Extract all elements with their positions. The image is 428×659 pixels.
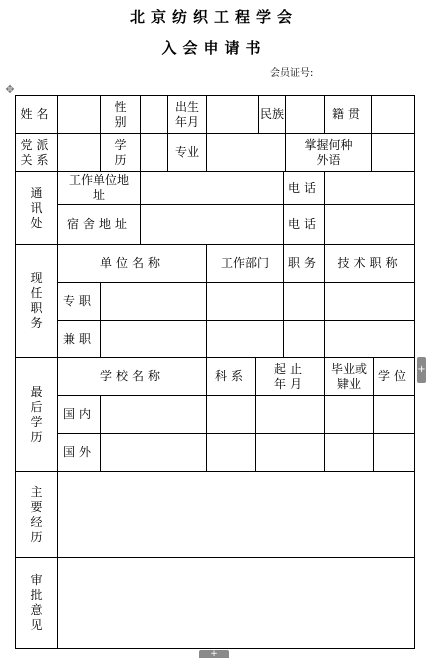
label-native-place: 籍贯 bbox=[331, 107, 364, 121]
input-phone-dorm[interactable] bbox=[325, 205, 414, 244]
input-name[interactable] bbox=[58, 96, 100, 133]
label-phone-dorm: 电话 bbox=[287, 217, 320, 231]
table-move-handle-icon[interactable]: ✥ bbox=[5, 83, 15, 96]
grid-line bbox=[414, 95, 415, 649]
label-work-address: 工作单位地址 bbox=[68, 173, 129, 202]
label-name: 姓名 bbox=[20, 107, 53, 121]
label-birth: 出生年月 bbox=[174, 99, 199, 129]
header-position: 职务 bbox=[287, 256, 320, 270]
label-foreign-language: 掌握何种外语 bbox=[304, 137, 353, 167]
label-education: 学历 bbox=[114, 137, 127, 167]
label-ethnicity: 民族 bbox=[260, 107, 285, 121]
label-gender: 性别 bbox=[114, 99, 127, 129]
member-number-label: 会员证号: bbox=[270, 68, 314, 79]
header-unit-name: 单位名称 bbox=[99, 256, 164, 270]
document-title: 北京纺织工程学会 bbox=[129, 8, 298, 26]
label-resume: 主要经历 bbox=[30, 484, 43, 544]
label-phone-work: 电话 bbox=[287, 180, 320, 195]
grid-line bbox=[100, 282, 101, 357]
input-gender[interactable] bbox=[141, 96, 167, 133]
label-abroad: 国外 bbox=[62, 445, 95, 459]
label-highest-education: 最后学历 bbox=[30, 384, 43, 444]
label-contact: 通讯处 bbox=[30, 185, 43, 230]
add-row-bottom-plus-icon[interactable]: + bbox=[199, 650, 229, 658]
input-education[interactable] bbox=[141, 134, 167, 171]
grid-line bbox=[57, 433, 415, 434]
input-native-place[interactable] bbox=[372, 96, 414, 133]
input-dorm-address[interactable] bbox=[141, 205, 283, 244]
label-current-job: 现任职务 bbox=[30, 271, 43, 330]
header-department: 工作部门 bbox=[220, 256, 269, 270]
document-subtitle: 入会申请书 bbox=[161, 39, 267, 57]
label-major: 专业 bbox=[175, 145, 200, 159]
header-grad-status: 毕业或肄业 bbox=[331, 361, 368, 391]
label-domestic: 国内 bbox=[62, 407, 95, 421]
input-resume[interactable] bbox=[58, 472, 414, 557]
label-part-time: 兼职 bbox=[62, 331, 95, 346]
header-school-name: 学校名称 bbox=[99, 369, 164, 383]
label-dorm-address: 宿舍地址 bbox=[66, 217, 131, 231]
add-row-plus-icon[interactable]: + bbox=[417, 357, 426, 383]
label-party: 党派关系 bbox=[20, 137, 53, 167]
input-birth[interactable] bbox=[207, 96, 258, 133]
grid-line bbox=[57, 395, 415, 396]
label-full-time: 专职 bbox=[62, 294, 95, 308]
grid-line bbox=[57, 282, 415, 283]
input-major[interactable] bbox=[207, 134, 285, 171]
input-approval[interactable] bbox=[58, 558, 414, 648]
input-party[interactable] bbox=[58, 134, 100, 171]
input-work-address[interactable] bbox=[141, 172, 283, 204]
grid-line bbox=[100, 395, 101, 471]
input-phone-work[interactable] bbox=[325, 172, 414, 204]
input-foreign-language[interactable] bbox=[372, 134, 414, 171]
header-period: 起止年月 bbox=[273, 361, 306, 391]
header-tech-title: 技术职称 bbox=[337, 256, 402, 270]
input-ethnicity[interactable] bbox=[286, 96, 324, 133]
grid-line bbox=[57, 320, 415, 321]
header-degree: 学位 bbox=[377, 369, 410, 383]
header-faculty: 科系 bbox=[214, 369, 247, 383]
application-form-table bbox=[15, 95, 415, 649]
label-approval: 审批意见 bbox=[30, 573, 43, 632]
